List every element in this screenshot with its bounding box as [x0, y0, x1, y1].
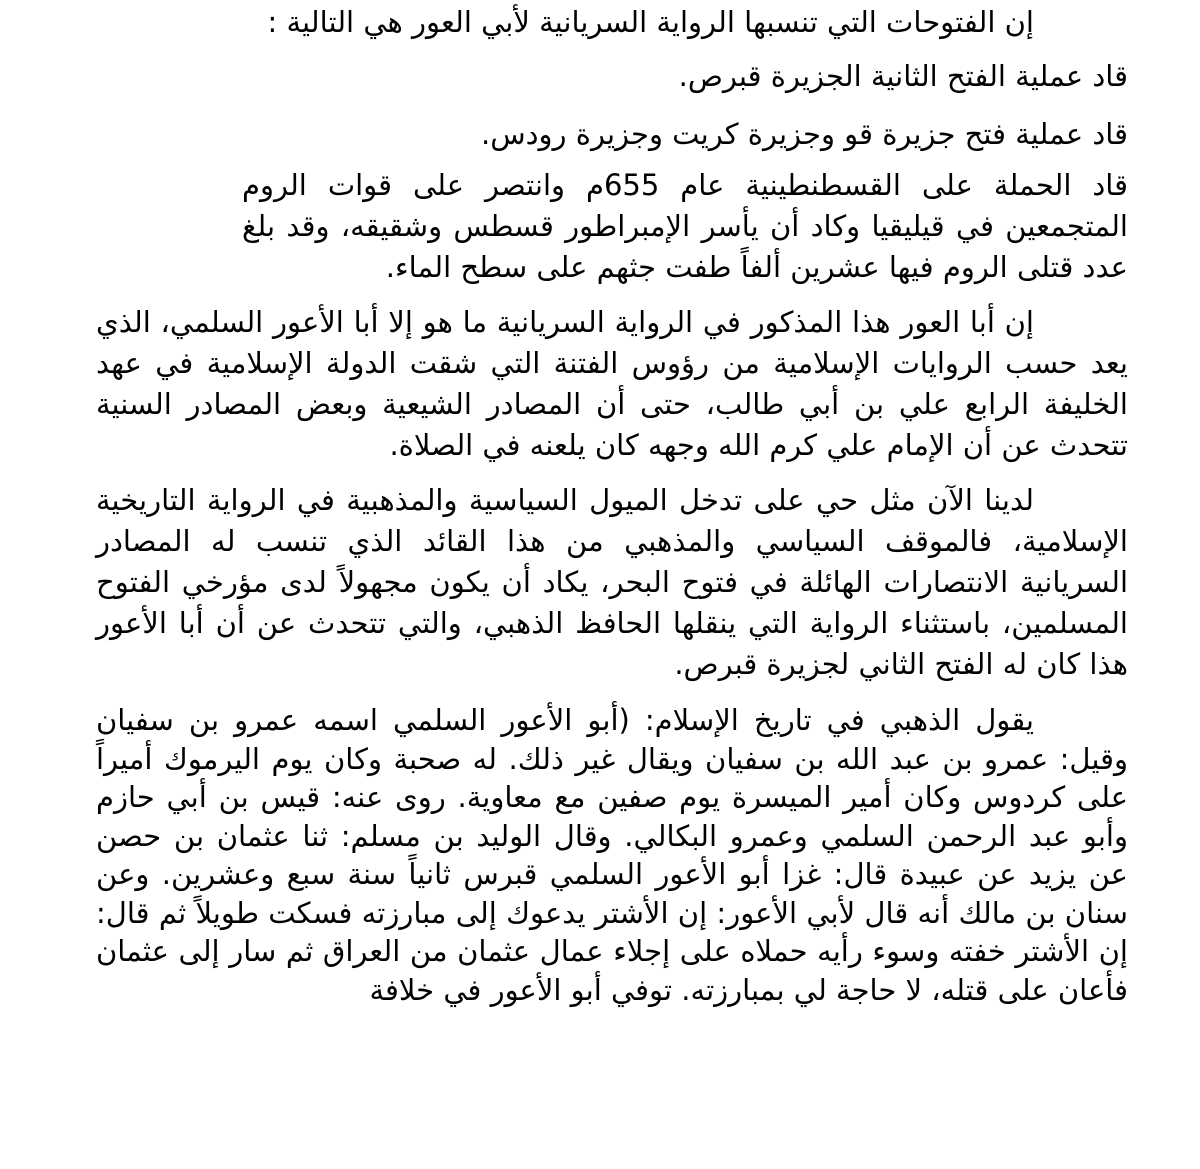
body-paragraph: إن أبا العور هذا المذكور في الرواية السريانية ما هو إلا أبا الأعور السلمي، الذي يعد حسب الروايات الإسلامية من رؤوس الفتنة التي شقت الدولة الإسلامية في عهد الخليفة الرابع علي بن أبي طالب، حتى أن المصادر الشيعية وبعض المصادر السنية تتحدث عن أن الإمام علي كرم الله وجهه كان يلعنه في الصلاة. — [96, 305, 1128, 462]
list-item: قاد عملية الفتح الثانية الجزيرة قبرص. — [678, 59, 1128, 93]
list-item: قاد الحملة على القسطنطينية عام 655م وانتصر على قوات الروم المتجمعين في قيليقيا وكاد أن يأسر الإمبراطور قسطس وشقيقه، وقد بلغ عدد قتلى الروم فيها عشرين ألفاً طفت جثهم على سطح الماء. — [242, 168, 1128, 284]
intro-paragraph: إن الفتوحات التي تنسبها الرواية السريانية لأبي العور هي التالية : — [267, 5, 1034, 39]
document-page — [96, 0, 1128, 1009]
body-paragraph: يقول الذهبي في تاريخ الإسلام: (أبو الأعور السلمي اسمه عمرو بن سفيان وقيل: عمرو بن عبد الله بن سفيان ويقال غير ذلك. له صحبة وكان يوم اليرموك أميراً على كردوس وكان أمير الميسرة يوم صفين مع معاوية. روى عنه: قيس بن أبي حازم وأبو عبد الرحمن السلمي وعمرو البكالي. وقال الوليد بن مسلم: ثنا عثمان بن حصن عن يزيد عن عبيدة قال: غزا أبو الأعور السلمي قبرس ثانياً سنة سبع وعشرين. وعن سنان بن مالك أنه قال لأبي الأعور: إن الأشتر يدعوك إلى مبارزته فسكت طويلاً ثم قال: إن الأشتر خفته وسوء رأيه حملاه على إجلاء عمال عثمان من العراق ثم سار إلى عثمان فأعان على قتله، لا حاجة لي بمبارزته. توفي أبو الأعور في خلافة — [96, 703, 1128, 1007]
body-paragraph: لدينا الآن مثل حي على تدخل الميول السياسية والمذهبية في الرواية التاريخية الإسلامية، فالموقف السياسي والمذهبي من هذا القائد الذي تنسب له المصادر السريانية الانتصارات الهائلة في فتوح البحر، يكاد أن يكون مجهولاً لدى مؤرخي الفتوح المسلمين، باستثناء الرواية التي ينقلها الحافظ الذهبي، والتي تتحدث عن أن أبا الأعور هذا كان له الفتح الثاني لجزيرة قبرص. — [96, 483, 1128, 681]
list-item: قاد عملية فتح جزيرة قو وجزيرة كريت وجزيرة رودس. — [481, 117, 1128, 151]
indented-block — [96, 156, 1128, 288]
